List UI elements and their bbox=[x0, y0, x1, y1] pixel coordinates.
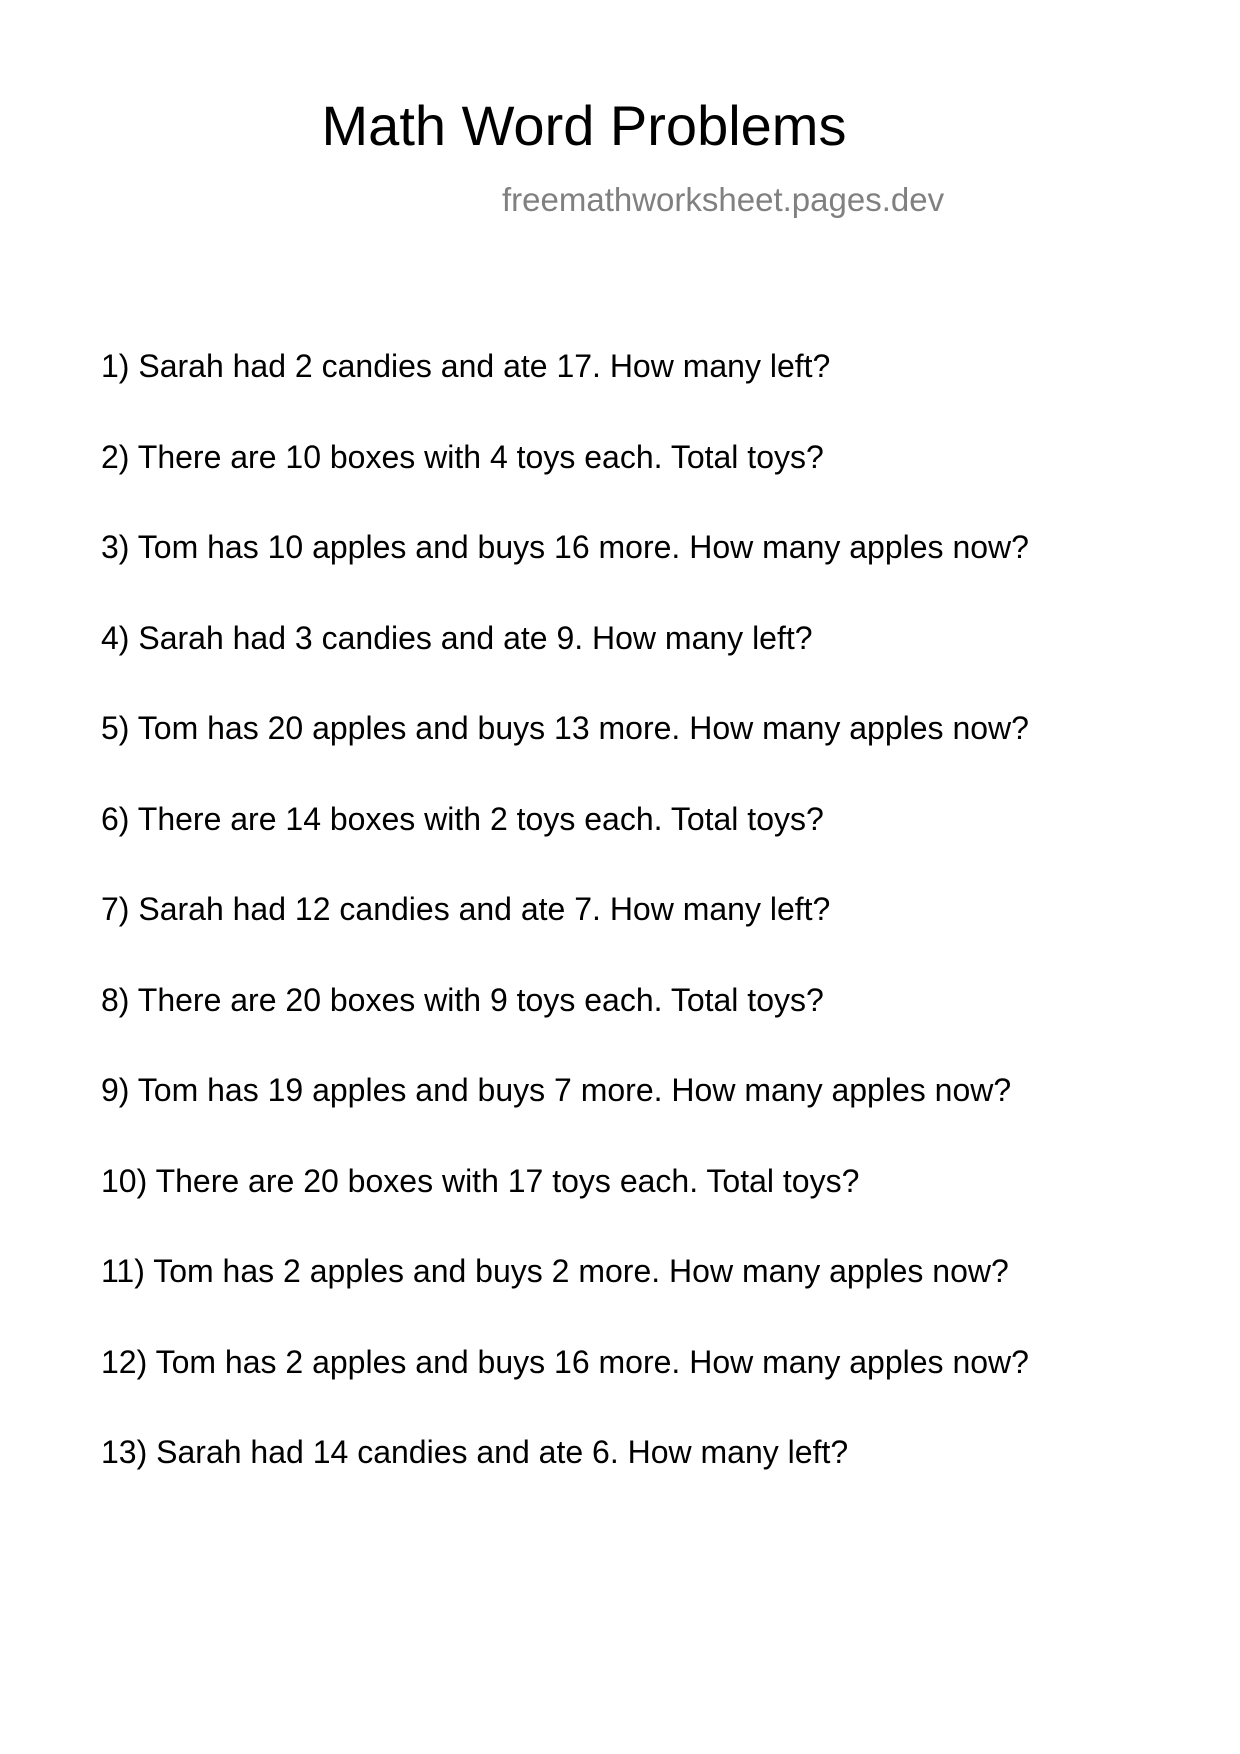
problem-item-4: 4) Sarah had 3 candies and ate 9. How many left? bbox=[101, 619, 813, 656]
problem-item-11: 11) Tom has 2 apples and buys 2 more. How many apples now? bbox=[101, 1253, 1009, 1289]
problem-item-7: 7) Sarah had 12 candies and ate 7. How many left? bbox=[101, 891, 831, 927]
problem-item-3: 3) Tom has 10 apples and buys 16 more. How many apples now? bbox=[101, 529, 1029, 565]
problem-list bbox=[101, 350, 1029, 1527]
problem-item-8: 8) There are 20 boxes with 9 toys each. Total toys? bbox=[101, 981, 824, 1018]
problem-item-6: 6) There are 14 boxes with 2 toys each. Total toys? bbox=[101, 800, 824, 837]
worksheet-source-url: freemathworksheet.pages.dev bbox=[502, 181, 945, 218]
problem-item-9: 9) Tom has 19 apples and buys 7 more. How many apples now? bbox=[101, 1072, 1012, 1108]
worksheet-title: Math Word Problems bbox=[321, 94, 847, 157]
problem-item-1: 1) Sarah had 2 candies and ate 17. How many left? bbox=[101, 348, 831, 384]
problem-item-12: 12) Tom has 2 apples and buys 16 more. How many apples now? bbox=[101, 1343, 1029, 1380]
problem-item-5: 5) Tom has 20 apples and buys 13 more. How many apples now? bbox=[101, 710, 1029, 746]
problem-item-13: 13) Sarah had 14 candies and ate 6. How many left? bbox=[101, 1434, 849, 1470]
problem-item-2: 2) There are 10 boxes with 4 toys each. Total toys? bbox=[101, 438, 824, 475]
problem-item-10: 10) There are 20 boxes with 17 toys each. Total toys? bbox=[101, 1162, 860, 1199]
